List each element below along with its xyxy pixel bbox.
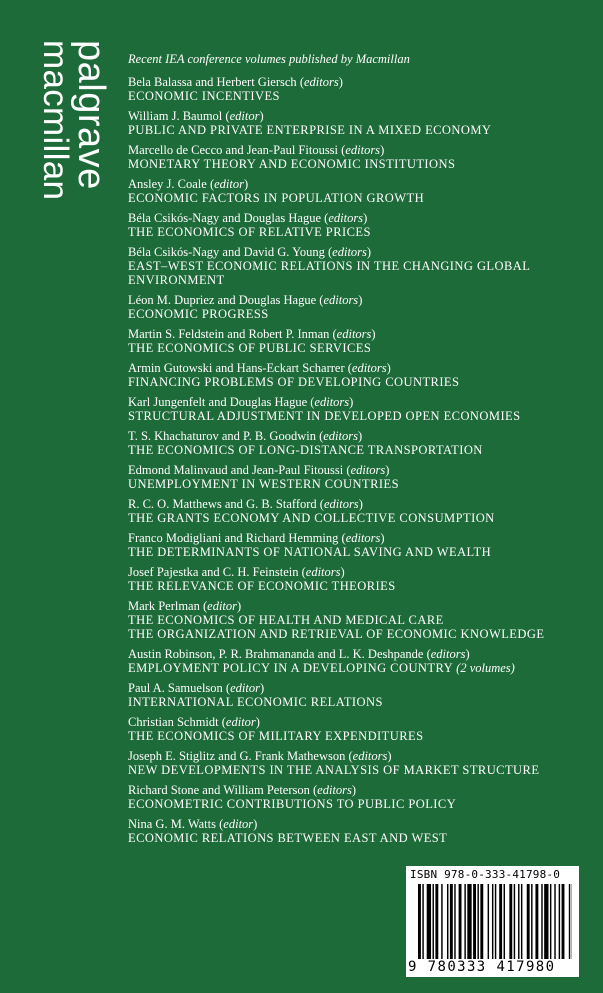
barcode-digits: 9 780333 417980 [408, 959, 556, 975]
barcode-bar [418, 884, 421, 959]
brand-palgrave: palgrave [70, 40, 112, 190]
editor-names: Joseph E. Stiglitz and G. Frank Mathewson [128, 749, 346, 763]
editor-names: Austin Robinson, P. R. Brahmananda and L. K. Deshpande [128, 647, 424, 661]
editor-names: Nina G. M. Watts [128, 817, 216, 831]
barcode-panel [406, 866, 579, 977]
editor-role: editor [229, 109, 260, 123]
entry-title [128, 225, 596, 239]
barcode-bar [488, 884, 489, 959]
title-text: MONETARY THEORY AND ECONOMIC INSTITUTIONS [128, 157, 456, 171]
title-text: UNEMPLOYMENT IN WESTERN COUNTRIES [128, 477, 399, 491]
barcode-bar [559, 884, 560, 959]
entry-title [128, 157, 596, 171]
editor-role: editors [323, 293, 359, 307]
barcode-bar [518, 884, 519, 959]
entry-editors: Karl Jungenfelt and Douglas Hague (editors) [128, 395, 354, 409]
editor-names: Paul A. Samuelson [128, 681, 223, 695]
barcode-bar [535, 884, 538, 959]
editor-names: T. S. Khachaturov and P. B. Goodwin [128, 429, 316, 443]
barcode-bar [435, 884, 438, 959]
barcode-bar [569, 884, 570, 959]
barcode-bar [422, 884, 423, 959]
entry-editors: Josef Pajestka and C. H. Feinstein (editors) [128, 565, 345, 579]
title-text: ECONOMIC PROGRESS [128, 307, 269, 321]
list-item [128, 599, 596, 641]
list-item [128, 531, 596, 559]
list-item [128, 293, 596, 321]
editor-role: editors [323, 497, 359, 511]
entry-title [128, 375, 596, 389]
isbn-label: ISBN 978-0-333-41798-0 [410, 868, 561, 881]
entry-editors: Christian Schmidt (editor) [128, 715, 260, 729]
editor-role: editors [350, 463, 386, 477]
barcode-bar [480, 884, 483, 959]
list-item [128, 783, 596, 811]
list-item [128, 681, 596, 709]
barcode-bar [459, 884, 462, 959]
title-text: THE DETERMINANTS OF NATIONAL SAVING AND WEALTH [128, 545, 492, 559]
list-item [128, 647, 596, 675]
list-item [128, 177, 596, 205]
list-item [128, 245, 596, 287]
editor-role: editors [352, 749, 388, 763]
entry-title [128, 89, 596, 103]
list-item [128, 497, 596, 525]
entries-container [128, 75, 596, 845]
barcode-bar [473, 884, 476, 959]
list-item [128, 565, 596, 593]
title-text: ECONOMIC INCENTIVES [128, 89, 280, 103]
title-text: THE ECONOMICS OF PUBLIC SERVICES [128, 341, 372, 355]
editor-role: editors [351, 361, 387, 375]
barcode-bar [477, 884, 478, 959]
list-item [128, 75, 596, 103]
title-text: EAST–WEST ECONOMIC RELATIONS IN THE CHANGING GLOBAL ENVIRONMENT [128, 259, 530, 287]
title-text: THE RELEVANCE OF ECONOMIC THEORIES [128, 579, 396, 593]
entry-title [128, 477, 596, 491]
editor-names: William J. Baumol [128, 109, 223, 123]
list-item [128, 817, 596, 845]
entry-editors: Nina G. M. Watts (editor) [128, 817, 258, 831]
title-text: ECONOMIC RELATIONS BETWEEN EAST AND WEST [128, 831, 448, 845]
entry-editors: R. C. O. Matthews and G. B. Stafford (editors) [128, 497, 363, 511]
entry-editors: Paul A. Samuelson (editor) [128, 681, 265, 695]
list-item [128, 211, 596, 239]
entry-editors: William J. Baumol (editor) [128, 109, 264, 123]
editor-role: editors [328, 211, 364, 225]
editor-names: Karl Jungenfelt and Douglas Hague [128, 395, 308, 409]
barcode-bar [544, 884, 548, 959]
editor-role: editors [430, 647, 466, 661]
barcode-bar [514, 884, 515, 959]
entry-editors: Armin Gutowski and Hans-Eckart Scharrer (editors) [128, 361, 391, 375]
editor-role: editors [345, 531, 381, 545]
editor-names: Josef Pajestka and C. H. Feinstein [128, 565, 299, 579]
list-item [128, 327, 596, 355]
editor-role: editor [225, 715, 256, 729]
barcode-bar [447, 884, 448, 959]
barcode-bar [441, 884, 442, 959]
barcode-bar [550, 884, 551, 959]
list-item [128, 109, 596, 137]
title-text: NEW DEVELOPMENTS IN THE ANALYSIS OF MARKET STRUCTURE [128, 763, 540, 777]
editor-role: editors [323, 429, 358, 443]
title-text: FINANCING PROBLEMS OF DEVELOPING COUNTRIES [128, 375, 460, 389]
list-heading: Recent IEA conference volumes published by Macmillan [128, 52, 410, 66]
editor-role: editors [317, 783, 352, 797]
barcode-bar [527, 884, 530, 959]
barcode-bar [521, 884, 522, 959]
entry-title [128, 511, 596, 525]
barcode-bar [499, 884, 502, 959]
entry-editors: Franco Modigliani and Richard Hemming (editors) [128, 531, 385, 545]
palgrave-macmillan-logo [34, 40, 110, 260]
entry-title [128, 763, 596, 777]
title-text: THE ECONOMICS OF LONG-DISTANCE TRANSPORTATION [128, 443, 483, 457]
title-text: THE GRANTS ECONOMY AND COLLECTIVE CONSUMPTION [128, 511, 495, 525]
editor-role: editor [223, 817, 254, 831]
list-item [128, 715, 596, 743]
entry-editors: Martin S. Feldstein and Robert P. Inman (editors) [128, 327, 376, 341]
entry-title [128, 613, 596, 627]
entry-title [128, 661, 596, 675]
entry-editors: Marcello de Cecco and Jean-Paul Fitoussi (editors) [128, 143, 385, 157]
entry-editors: Béla Csikós-Nagy and Douglas Hague (editors) [128, 211, 368, 225]
editor-role: editors [305, 565, 341, 579]
entry-title [128, 545, 596, 559]
entry-title [128, 443, 596, 457]
entry-editors: Joseph E. Stiglitz and G. Frank Mathewson (editors) [128, 749, 392, 763]
barcode-bar [427, 884, 431, 959]
entry-editors: Béla Csikós-Nagy and David G. Young (editors) [128, 245, 372, 259]
editor-names: Bela Balassa and Herbert Giersch [128, 75, 297, 89]
barcode-bar [554, 884, 555, 959]
entry-title [128, 729, 596, 743]
editor-role: editors [314, 395, 350, 409]
editor-role: editor [207, 599, 238, 613]
barcode-bar [541, 884, 542, 959]
editor-names: Christian Schmidt [128, 715, 219, 729]
editor-role: editors [336, 327, 372, 341]
editor-names: Léon M. Dupriez and Douglas Hague [128, 293, 317, 307]
entry-title [128, 191, 596, 205]
entry-title-secondary: THE ORGANIZATION AND RETRIEVAL OF ECONOMIC KNOWLEDGE [128, 627, 545, 641]
entry-editors: Mark Perlman (editor) [128, 599, 242, 613]
entry-title [128, 831, 596, 845]
title-text: INTERNATIONAL ECONOMIC RELATIONS [128, 695, 383, 709]
barcode-bar [467, 884, 471, 959]
volume-note: (2 volumes) [456, 661, 515, 675]
entry-title [128, 307, 596, 321]
editor-names: R. C. O. Matthews and G. B. Stafford [128, 497, 317, 511]
entry-editors: T. S. Khachaturov and P. B. Goodwin (editors) [128, 429, 363, 443]
barcode-bar [450, 884, 453, 959]
title-text: ECONOMIC FACTORS IN POPULATION GROWTH [128, 191, 425, 205]
barcode-bar [509, 884, 512, 959]
entry-title [128, 695, 596, 709]
list-item [128, 395, 596, 423]
entry-title [128, 123, 596, 137]
editor-names: Béla Csikós-Nagy and Douglas Hague [128, 211, 322, 225]
editor-names: Ansley J. Coale [128, 177, 207, 191]
entry-editors: Austin Robinson, P. R. Brahmananda and L. K. Deshpande (editors) [128, 647, 470, 661]
barcode-bar [504, 884, 505, 959]
title-text: STRUCTURAL ADJUSTMENT IN DEVELOPED OPEN ECONOMIES [128, 409, 521, 423]
editor-role: editor [230, 681, 260, 695]
editor-role: editor [214, 177, 244, 191]
barcode-bar [433, 884, 434, 959]
editor-role: editors [345, 143, 381, 157]
editor-names: Béla Csikós-Nagy and David G. Young [128, 245, 325, 259]
editor-role: editors [332, 245, 367, 259]
barcode-bar [454, 884, 455, 959]
editor-names: Martin S. Feldstein and Robert P. Inman [128, 327, 330, 341]
entry-editors: Edmond Malinvaud and Jean-Paul Fitoussi (editors) [128, 463, 390, 477]
title-text: PUBLIC AND PRIVATE ENTERPRISE IN A MIXED ECONOMY [128, 123, 492, 137]
list-item [128, 361, 596, 389]
title-text: EMPLOYMENT POLICY IN A DEVELOPING COUNTRY [128, 661, 453, 675]
entry-title [128, 341, 596, 355]
entry-editors: Léon M. Dupriez and Douglas Hague (editors) [128, 293, 363, 307]
editor-names: Richard Stone and William Peterson [128, 783, 310, 797]
editor-role: editors [303, 75, 339, 89]
list-item [128, 749, 596, 777]
barcode-bar [492, 884, 493, 959]
editor-names: Marcello de Cecco and Jean-Paul Fitoussi [128, 143, 339, 157]
title-text: THE ECONOMICS OF MILITARY EXPENDITURES [128, 729, 424, 743]
book-list [128, 51, 596, 851]
entry-title [128, 579, 596, 593]
barcode-bar [495, 884, 496, 959]
editor-names: Mark Perlman [128, 599, 200, 613]
list-item [128, 429, 596, 457]
barcode-bar [562, 884, 565, 959]
entry-editors: Richard Stone and William Peterson (editors) [128, 783, 357, 797]
barcode-bar [464, 884, 465, 959]
entry-title [128, 409, 596, 423]
brand-macmillan: macmillan [36, 40, 75, 201]
editor-names: Franco Modigliani and Richard Hemming [128, 531, 339, 545]
entry-editors: Bela Balassa and Herbert Giersch (editors) [128, 75, 343, 89]
list-item [128, 143, 596, 171]
title-text: THE ECONOMICS OF HEALTH AND MEDICAL CARE [128, 613, 444, 627]
entry-title [128, 259, 596, 287]
entry-editors: Ansley J. Coale (editor) [128, 177, 249, 191]
editor-names: Edmond Malinvaud and Jean-Paul Fitoussi [128, 463, 344, 477]
entry-title [128, 797, 596, 811]
barcode-bar [531, 884, 532, 959]
list-item [128, 463, 596, 491]
title-text: ECONOMETRIC CONTRIBUTIONS TO PUBLIC POLICY [128, 797, 457, 811]
editor-names: Armin Gutowski and Hans-Eckart Scharrer [128, 361, 345, 375]
title-text: THE ECONOMICS OF RELATIVE PRICES [128, 225, 371, 239]
